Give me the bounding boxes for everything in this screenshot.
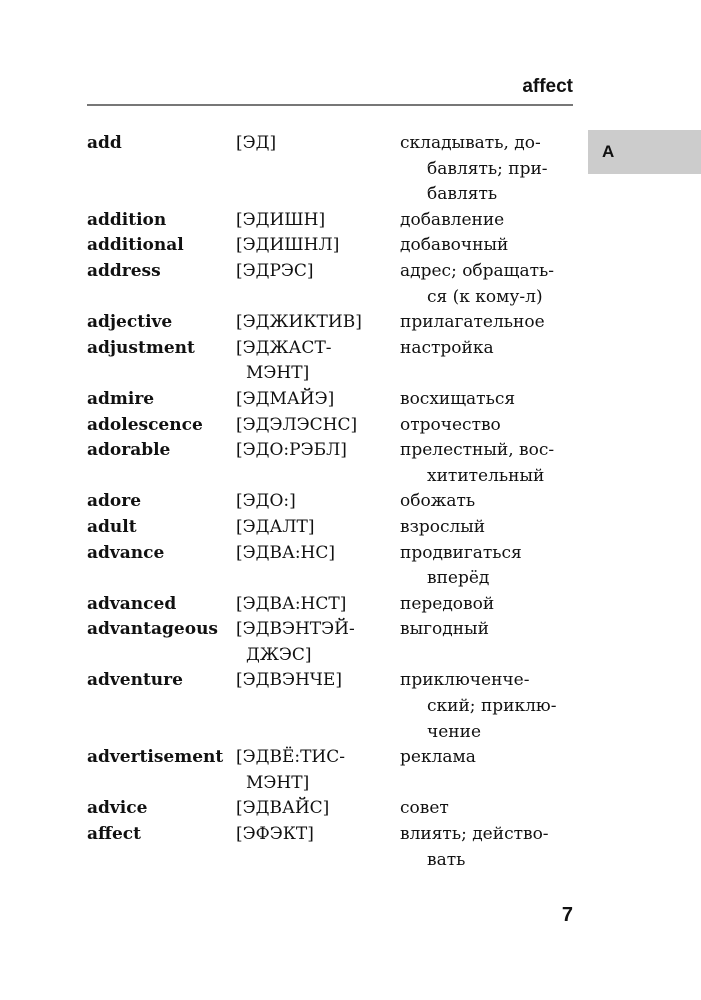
translation-line: влиять; действо-	[400, 824, 549, 845]
translation	[400, 336, 587, 387]
pronunciation-line: [ЭДВА:НСТ]	[236, 593, 347, 614]
pronunciation-line: [ЭДРЭС]	[236, 260, 314, 281]
entry-adjustment	[87, 336, 587, 387]
headword: adventure	[87, 670, 183, 691]
translation-line: взрослый	[400, 516, 486, 537]
translation-line: восхищаться	[400, 388, 516, 409]
headword: advance	[87, 542, 165, 563]
entry-addition	[87, 208, 587, 234]
translation-line: чение	[427, 721, 482, 742]
headword: advice	[87, 798, 148, 819]
pronunciation	[236, 617, 400, 668]
pronunciation-line: [ЭДИШН]	[236, 209, 326, 230]
pronunciation	[236, 822, 400, 873]
translation-line: продвигаться	[400, 542, 522, 563]
entry-address	[87, 259, 587, 310]
translation	[400, 822, 587, 873]
pronunciation-line: [ЭДМАЙЭ]	[236, 388, 335, 409]
pronunciation-line: [ЭДВАЙС]	[236, 798, 330, 819]
pronunciation-line: МЭНТ]	[246, 363, 310, 384]
translation-line: добавочный	[400, 235, 509, 256]
translation	[400, 438, 587, 489]
pronunciation	[236, 413, 400, 439]
translation	[400, 515, 587, 541]
translation	[400, 233, 587, 259]
headword: adjustment	[87, 337, 195, 358]
pronunciation-line: [ЭД]	[236, 133, 277, 153]
translation	[400, 310, 587, 336]
entry-adore	[87, 489, 587, 515]
translation-line: прелестный, вос-	[400, 440, 555, 461]
translation-line: передовой	[400, 593, 495, 614]
headword: adore	[87, 491, 142, 512]
pronunciation-line: [ЭДАЛТ]	[236, 516, 315, 537]
translation-line: обожать	[400, 491, 476, 512]
pronunciation	[236, 131, 400, 208]
pronunciation-line: [ЭДВЁ:ТИС-	[236, 747, 346, 768]
pronunciation	[236, 489, 400, 515]
entry-admire	[87, 387, 587, 413]
translation	[400, 668, 587, 745]
entry-advertisement	[87, 745, 587, 796]
translation-line: бавлять; при-	[427, 158, 548, 179]
translation	[400, 208, 587, 234]
pronunciation	[236, 515, 400, 541]
translation	[400, 131, 587, 208]
entry-adult	[87, 515, 587, 541]
headword: advantageous	[87, 619, 218, 640]
headword: addition	[87, 209, 167, 230]
pronunciation	[236, 668, 400, 745]
pronunciation	[236, 745, 400, 796]
translation	[400, 489, 587, 515]
headword: address	[87, 260, 161, 281]
translation-line: хитительный	[427, 465, 545, 486]
translation-line: отрочество	[400, 414, 501, 435]
translation	[400, 541, 587, 592]
translation	[400, 592, 587, 618]
translation-line: вперёд	[427, 568, 490, 589]
pronunciation	[236, 438, 400, 489]
pronunciation-line: [ЭДВА:НС]	[236, 542, 336, 563]
translation-line: реклама	[400, 747, 476, 768]
translation-line: выгодный	[400, 619, 489, 640]
translation-line: ся (к кому-л)	[427, 286, 543, 307]
entry-advance	[87, 541, 587, 592]
pronunciation-line: [ЭДИШНЛ]	[236, 235, 340, 256]
pronunciation	[236, 592, 400, 618]
pronunciation-line: [ЭДО:]	[236, 491, 296, 512]
entry-advice	[87, 796, 587, 822]
translation	[400, 413, 587, 439]
translation-line: совет	[400, 798, 449, 819]
dictionary-entries	[87, 131, 587, 873]
entry-adventure	[87, 668, 587, 745]
translation-line: бавлять	[427, 184, 498, 205]
pronunciation-line: ДЖЭС]	[246, 644, 312, 665]
headword: additional	[87, 235, 184, 256]
pronunciation	[236, 387, 400, 413]
translation	[400, 259, 587, 310]
running-head: affect	[522, 76, 573, 97]
translation-line: настройка	[400, 337, 494, 358]
letter-tab-label: A	[602, 142, 615, 161]
translation-line: вать	[427, 849, 466, 870]
page-number: 7	[561, 904, 573, 926]
pronunciation-line: МЭНТ]	[246, 772, 310, 793]
pronunciation	[236, 541, 400, 592]
entry-advanced	[87, 592, 587, 618]
pronunciation-line: [ЭДВЭНЧЕ]	[236, 670, 342, 691]
entry-additional	[87, 233, 587, 259]
headword: admire	[87, 388, 155, 409]
translation	[400, 796, 587, 822]
entry-advantageous	[87, 617, 587, 668]
pronunciation	[236, 336, 400, 387]
headword: add	[87, 133, 122, 153]
pronunciation	[236, 310, 400, 336]
entry-adolescence	[87, 413, 587, 439]
pronunciation-line: [ЭФЭКТ]	[236, 824, 314, 845]
entry-add	[87, 131, 587, 208]
pronunciation	[236, 259, 400, 310]
translation	[400, 617, 587, 668]
translation-line: добавление	[400, 209, 505, 230]
headword: adult	[87, 516, 137, 537]
pronunciation	[236, 208, 400, 234]
translation	[400, 387, 587, 413]
headword: adorable	[87, 440, 171, 461]
pronunciation	[236, 233, 400, 259]
headword: advertisement	[87, 747, 224, 768]
entry-affect	[87, 822, 587, 873]
pronunciation-line: [ЭДЭЛЭСНС]	[236, 414, 358, 435]
header-rule	[87, 104, 573, 106]
letter-tab	[588, 130, 701, 174]
entry-adorable	[87, 438, 587, 489]
translation-line: адрес; обращать-	[400, 260, 555, 281]
translation	[400, 745, 587, 796]
pronunciation-line: [ЭДО:РЭБЛ]	[236, 440, 347, 461]
pronunciation-line: [ЭДЖАСТ-	[236, 337, 332, 358]
pronunciation-line: [ЭДВЭНТЭЙ-	[236, 619, 355, 640]
translation-line: ский; приклю-	[427, 696, 557, 717]
pronunciation-line: [ЭДЖИКТИВ]	[236, 312, 362, 333]
translation-line: приключенче-	[400, 670, 530, 691]
headword: adjective	[87, 312, 173, 333]
headword: adolescence	[87, 414, 203, 435]
headword: advanced	[87, 593, 177, 614]
headword: affect	[87, 824, 141, 845]
entry-adjective	[87, 310, 587, 336]
translation-line: прилагательное	[400, 312, 545, 333]
translation-line: складывать, до-	[400, 133, 541, 153]
pronunciation	[236, 796, 400, 822]
